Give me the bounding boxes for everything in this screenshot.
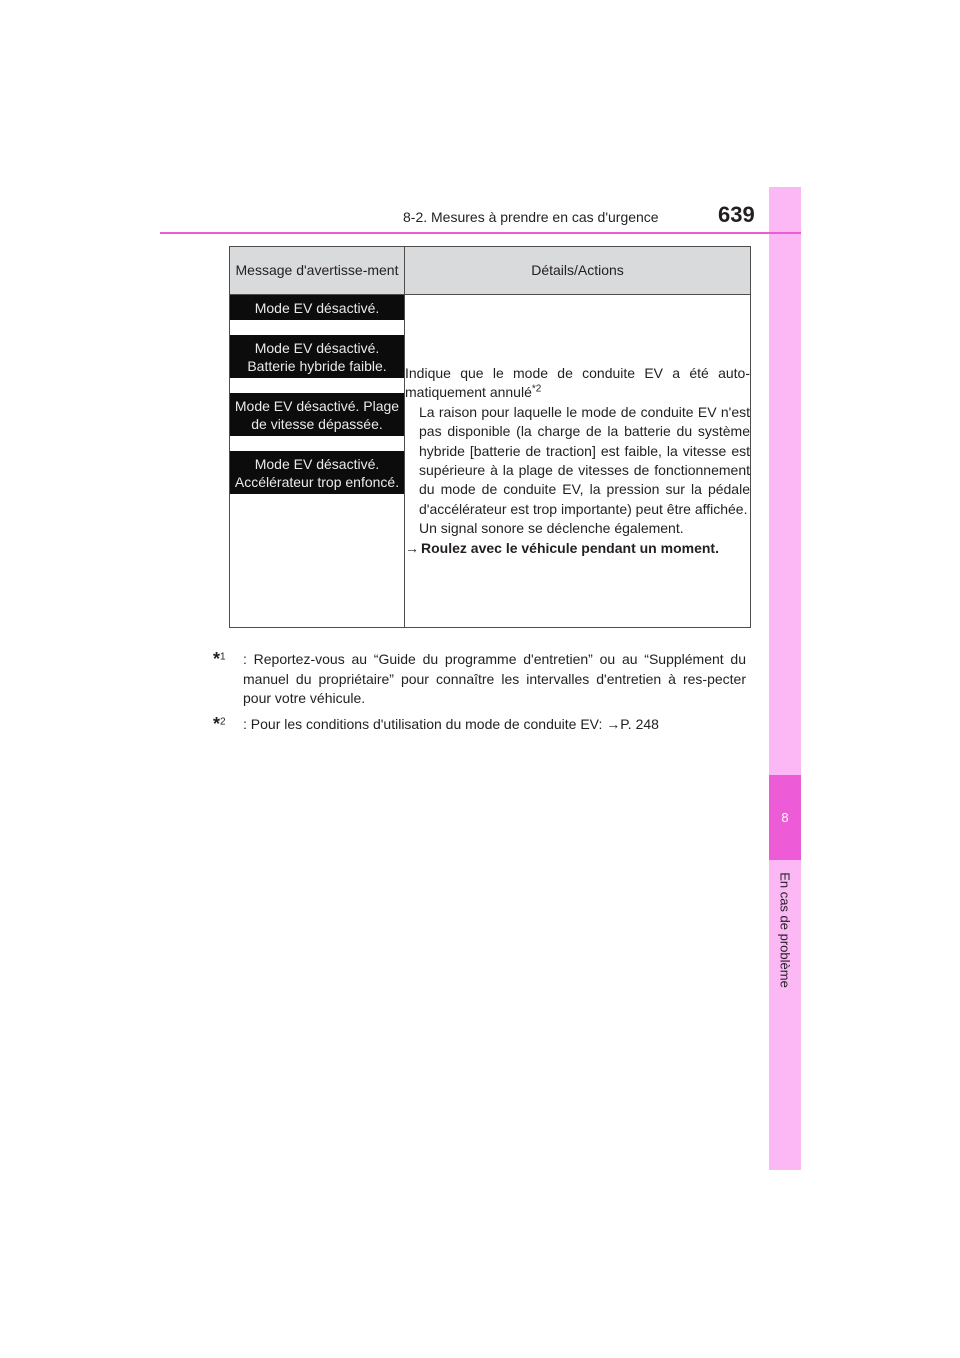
footnote-2: *$^2$ : Pour les conditions d'utilisation du mode de conduite EV: →P. 248: [213, 715, 746, 735]
message-battery-low: Mode EV désactivé. Batterie hybride faible.: [230, 335, 404, 378]
table-row: [230, 295, 751, 628]
details-buzzer: Un signal sonore se déclenche également.: [419, 520, 684, 537]
action-text: Roulez avec le véhicule pendant un moment.: [421, 539, 719, 556]
footnote-1: *$^1$ : Reportez-vous au “Guide du programme d'entretien” ou au “Supplément du manuel du propriétaire” pour connaître les intervalles d'entretien à res-pecter pour votre véhicule.: [213, 650, 746, 709]
details-cell: [405, 295, 751, 628]
header-message: Message d'avertisse-ment: [230, 247, 405, 295]
details-action: [405, 539, 750, 558]
table-header-row: [230, 247, 751, 295]
header-rule: [160, 232, 801, 234]
warning-table: [229, 246, 751, 628]
chapter-number: 8: [769, 775, 801, 860]
footnote-1-text: : Reportez-vous au “Guide du programme d'entretien” ou au “Supplément du manuel du propriétaire” pour connaître les intervalles d'entretien à res-pecter pour votre véhicule.: [243, 651, 746, 706]
page-number: 639: [718, 202, 755, 227]
message-speed-exceeded: Mode EV désactivé. Plage de vitesse dépassée.: [230, 393, 404, 436]
details-intro: Indique que le mode de conduite EV a été auto-matiquement annulé$^{*2}$: [405, 364, 750, 401]
footnote-2-text: : Pour les conditions d'utilisation du mode de conduite EV: →P. 248: [243, 716, 659, 732]
message-accelerator: Mode EV désactivé. Accélérateur trop enfoncé.: [230, 451, 404, 494]
arrow-icon: →: [405, 539, 419, 556]
section-title: 8-2. Mesures à prendre en cas d'urgence: [403, 209, 659, 225]
side-tab: [769, 187, 801, 1170]
chapter-label: En cas de problème: [777, 872, 793, 988]
messages-cell: [230, 295, 405, 628]
details-reason: La raison pour laquelle le mode de conduite EV n'est pas disponible (la charge de la batterie du système hybride [batterie de traction] est faible, la vitesse est supérieure à la plage de vitesses de fonctionnement du mode de conduite EV, la pression sur la pédale d'accélérateur est trop importante) peut être affichée.: [419, 403, 750, 517]
message-ev-off: Mode EV désactivé.: [230, 295, 404, 320]
footnote-ref: *2: [531, 383, 542, 395]
header-details: Détails/Actions: [405, 247, 751, 295]
